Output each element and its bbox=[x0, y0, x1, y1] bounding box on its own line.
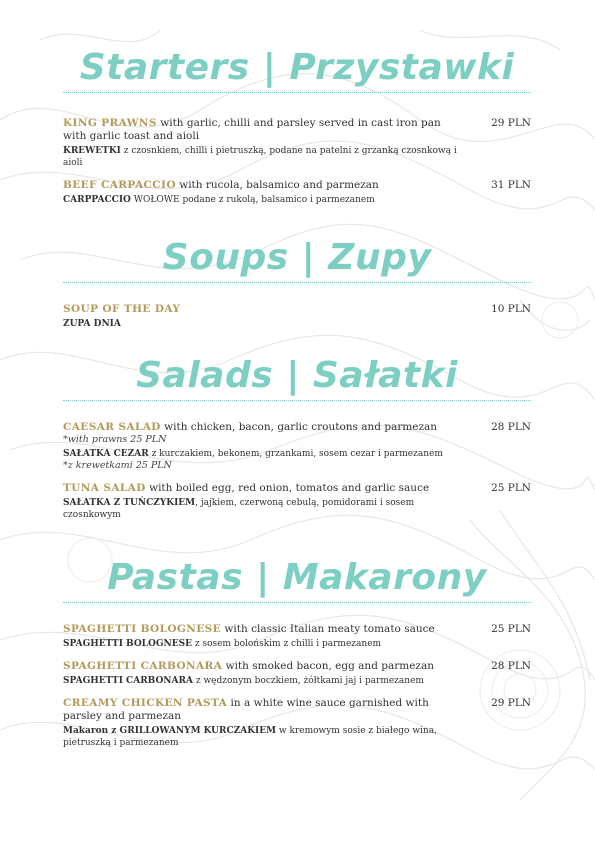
item-description-pl bbox=[63, 318, 463, 330]
section-pastas bbox=[63, 556, 531, 749]
menu-item bbox=[63, 482, 531, 521]
item-desc-pl: z wędzonym boczkiem, żółtkami jaj i parmezanem bbox=[192, 676, 424, 686]
menu-item bbox=[63, 117, 531, 169]
item-name-pl: Makaron z GRILLOWANYM KURCZAKIEM bbox=[63, 726, 277, 736]
item-desc: with smoked bacon, egg and parmezan bbox=[222, 660, 434, 672]
item-name-pl: SAŁATKA CEZAR bbox=[63, 449, 149, 459]
item-description-en bbox=[63, 179, 458, 192]
item-desc-pl: z kurczakiem, bekonem, grzankami, sosem cezar i parmezanem bbox=[148, 449, 443, 459]
item-name: TUNA SALAD bbox=[63, 482, 146, 494]
item-description-pl bbox=[63, 145, 463, 169]
item-name: KING PRAWNS bbox=[63, 117, 157, 129]
item-price: 25 PLN bbox=[491, 482, 531, 494]
item-name: SPAGHETTI CARBONARA bbox=[63, 660, 223, 672]
item-name: SOUP OF THE DAY bbox=[63, 303, 181, 315]
item-name: SPAGHETTI BOLOGNESE bbox=[63, 623, 222, 635]
item-price: 28 PLN bbox=[491, 421, 531, 433]
section-heading: Starters | Przystawki bbox=[63, 46, 531, 93]
item-note-pl: *z krewetkami 25 PLN bbox=[63, 460, 172, 471]
item-name-pl: CARPPACCIO bbox=[63, 195, 131, 205]
menu-item bbox=[63, 421, 531, 472]
item-desc-pl: z sosem bolońskim z chilli i parmezanem bbox=[191, 639, 382, 649]
item-description-pl bbox=[63, 194, 463, 206]
item-description-en bbox=[63, 421, 458, 434]
item-name: BEEF CARPACCIO bbox=[63, 179, 176, 191]
item-desc: with classic Italian meaty tomato sauce bbox=[221, 623, 435, 635]
item-desc: with chicken, bacon, garlic croutons and parmezan bbox=[160, 421, 438, 433]
item-description-en bbox=[63, 623, 458, 636]
menu-item bbox=[63, 660, 531, 687]
item-description-en bbox=[63, 660, 458, 673]
section-heading: Pastas | Makarony bbox=[63, 556, 531, 603]
item-price: 25 PLN bbox=[491, 623, 531, 635]
menu-item bbox=[63, 179, 531, 206]
item-description-en bbox=[63, 303, 458, 316]
item-description-pl bbox=[63, 448, 463, 460]
item-description-en bbox=[63, 697, 458, 723]
item-desc-pl: z czosnkiem, chilli i pietruszką, podane na patelni z grzanką czosnkową i aioli bbox=[63, 146, 457, 168]
item-note-en: *with prawns 25 PLN bbox=[63, 434, 167, 445]
item-description-pl bbox=[63, 675, 463, 687]
item-desc-pl: w kremowym sosie z białego wina, pietruszką i parmezanem bbox=[63, 726, 437, 748]
menu-item bbox=[63, 697, 531, 749]
item-name-pl: KREWETKI bbox=[63, 146, 121, 156]
item-description-pl bbox=[63, 497, 463, 521]
item-price: 10 PLN bbox=[491, 303, 531, 315]
item-name: CAESAR SALAD bbox=[63, 421, 161, 433]
menu-item bbox=[63, 303, 531, 330]
item-name-pl: ZUPA DNIA bbox=[63, 319, 121, 329]
item-name-pl: SPAGHETTI CARBONARA bbox=[63, 676, 193, 686]
item-desc-pl: WOŁOWE podane z rukolą, balsamico i parmezanem bbox=[130, 195, 375, 205]
item-description-pl bbox=[63, 725, 463, 749]
item-description-en bbox=[63, 482, 458, 495]
section-heading: Soups | Zupy bbox=[63, 236, 531, 283]
section-heading: Salads | Sałatki bbox=[63, 354, 531, 401]
item-name-pl: SPAGHETTI BOLOGNESE bbox=[63, 639, 192, 649]
item-desc: in a white wine sauce garnished with parsley and parmezan bbox=[63, 697, 429, 722]
item-name-pl: SAŁATKA Z TUŃCZYKIEM bbox=[63, 498, 196, 508]
item-desc: with boiled egg, red onion, tomatos and garlic sauce bbox=[145, 482, 430, 494]
menu-item bbox=[63, 623, 531, 650]
item-description-en bbox=[63, 117, 458, 143]
item-desc: with garlic, chilli and parsley served in cast iron pan with garlic toast and aioli bbox=[63, 117, 441, 142]
section-salads bbox=[63, 354, 531, 521]
item-price: 28 PLN bbox=[491, 660, 531, 672]
item-price: 29 PLN bbox=[491, 117, 531, 129]
section-starters bbox=[63, 46, 531, 206]
item-description-pl bbox=[63, 638, 463, 650]
item-price: 29 PLN bbox=[491, 697, 531, 709]
section-soups bbox=[63, 236, 531, 330]
item-name: CREAMY CHICKEN PASTA bbox=[63, 697, 228, 709]
item-desc-pl: , jajkiem, czerwoną cebulą, pomidorami i sosem czosnkowym bbox=[63, 498, 415, 520]
item-desc: with rucola, balsamico and parmezan bbox=[175, 179, 379, 191]
item-price: 31 PLN bbox=[491, 179, 531, 191]
